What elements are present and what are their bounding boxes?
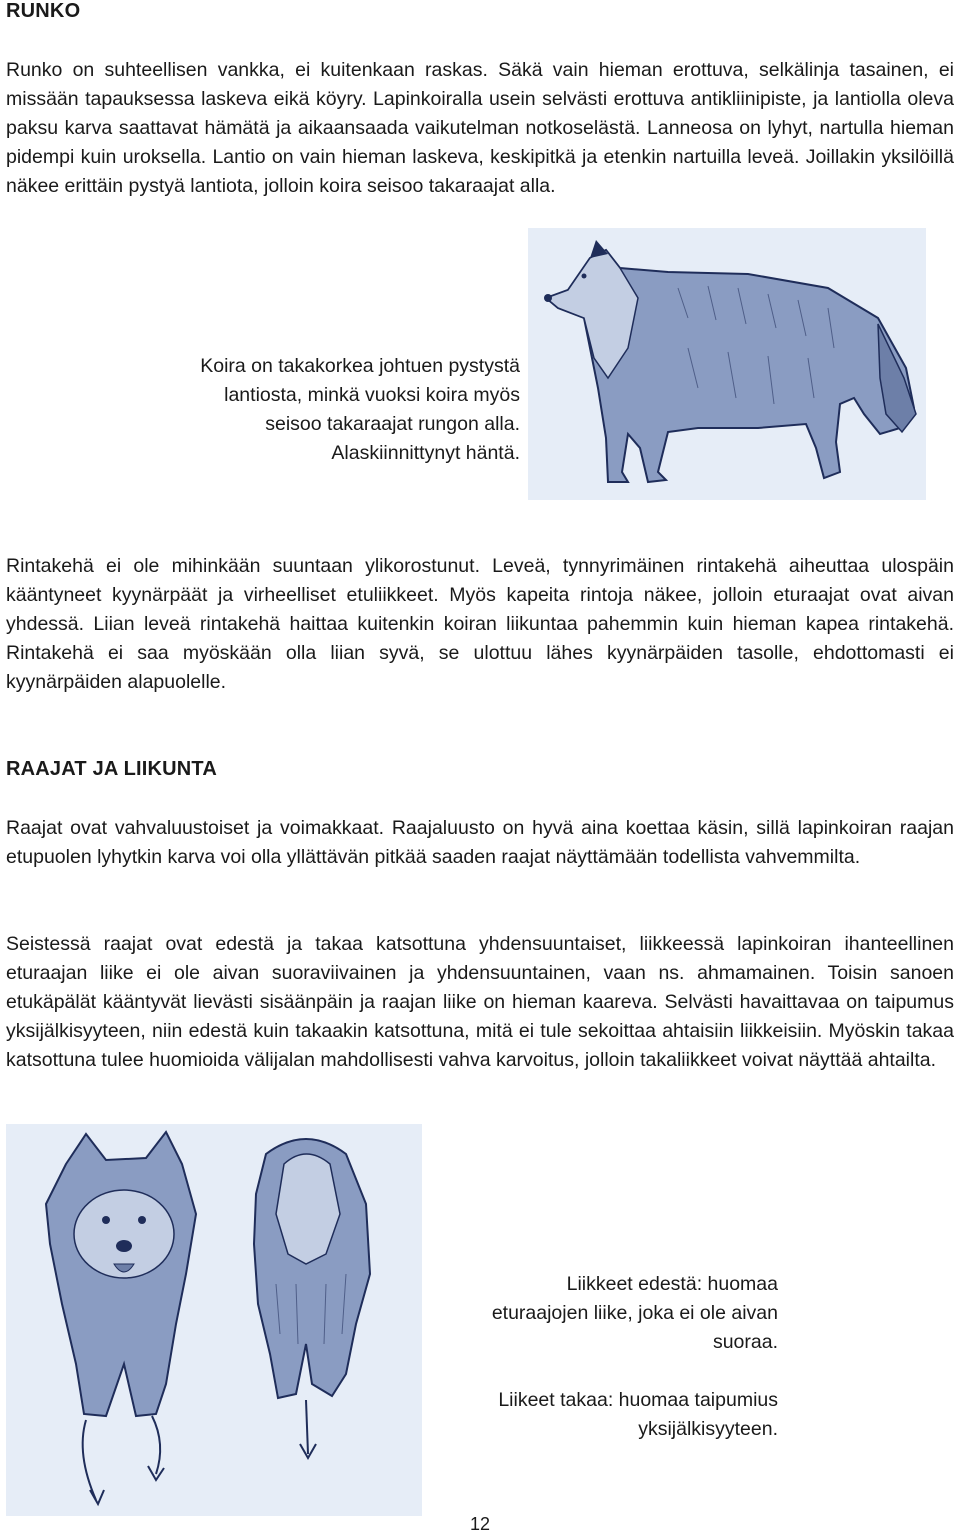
section-heading-raajat: RAAJAT JA LIIKUNTA — [6, 758, 218, 780]
raajat-paragraph-2: Seistessä raajat ovat edestä ja takaa katsottuna yhdensuuntaiset, liikkeessä lapinkoiran ihanteellinen eturaajan liike ei ole aivan suoraviivainen ja yhdensuuntainen, vaan ns. ahmamainen. Toisin sanoen etukäpälät kääntyvät lievästi sisäänpäin ja raajan liike on hieman kaareva. Selvästi havaittavaa on taipumus yksijälkisyyteen, niin edestä kuin takaakin katsottuna, mitä ei tule sekoittaa ahtaisiin liikkeisiin. Myöskin takaa katsottuna tulee huomioida välijalan mahdollisesti vahva karvoitus, jolloin takaliikkeet voivat näyttää ahtailta. — [6, 933, 954, 1071]
raajat-paragraph-1: Raajat ovat vahvaluustoiset ja voimakkaat. Raajaluusto on hyvä aina koettaa käsin, sillä lapinkoiran raajan etupuolen lyhytkin karva voi olla yllättävän pitkää saaden raajat näyttämään todellista vahvemmilta. — [6, 817, 954, 868]
runko-paragraph-1: Runko on suhteellisen vankka, ei kuitenkaan raskas. Säkä vain hieman erottuva, selkälinja tasainen, ei missään tapauksessa laskeva eikä köyry. Lapinkoiralla usein selvästi erottuva antikliinipiste, ja lantiolla oleva paksu karva saattavat hämätä ja aikaansaada vaikutelman notkoselästä. Lanneosa on lyhyt, nartulla hieman pidempi kuin uroksella. Lantio on vain hieman laskeva, keskipitkä ja etenkin nartuilla leveä. Joillakin yksilöillä näkee erittäin pystyä lantiota, jolloin koira seisoo takaraajat alla. — [6, 59, 954, 197]
front-movement-caption: Liikkeet edestä: huomaa eturaajojen liike, joka ei ole aivan suoraa. — [491, 1273, 778, 1353]
section-heading-runko: RUNKO — [6, 0, 81, 22]
moving-dogs-illustration — [6, 1124, 422, 1516]
page-number: 12 — [469, 1514, 491, 1534]
back-movement-caption: Liikeet takaa: huomaa taipumius yksijälkisyyteen. — [498, 1389, 778, 1440]
standing-dog-illustration — [528, 228, 926, 500]
standing-dog-caption: Koira on takakorkea johtuen pystystä lantiosta, minkä vuoksi koira myös seisoo takaraajat rungon alla. Alaskiinnittynyt häntä. — [200, 355, 520, 464]
runko-paragraph-2: Rintakehä ei ole mihinkään suuntaan ylikorostunut. Leveä, tynnyrimäinen rintakehä aiheuttaa ulospäin kääntyneet kyynärpäät ja virheelliset etuliikkeet. Myös kapeita rintoja näkee, jolloin eturaajat ovat aivan yhdessä. Liian leveä rintakehä haittaa kuitenkin koiran liikuntaa pahemmin kuin hieman kapea rintakehä. Rintakehä ei saa myöskään olla liian syvä, se ulottuu lähes kyynärpäiden tasolle, ehdottomasti ei kyynärpäiden alapuolelle. — [6, 555, 954, 693]
